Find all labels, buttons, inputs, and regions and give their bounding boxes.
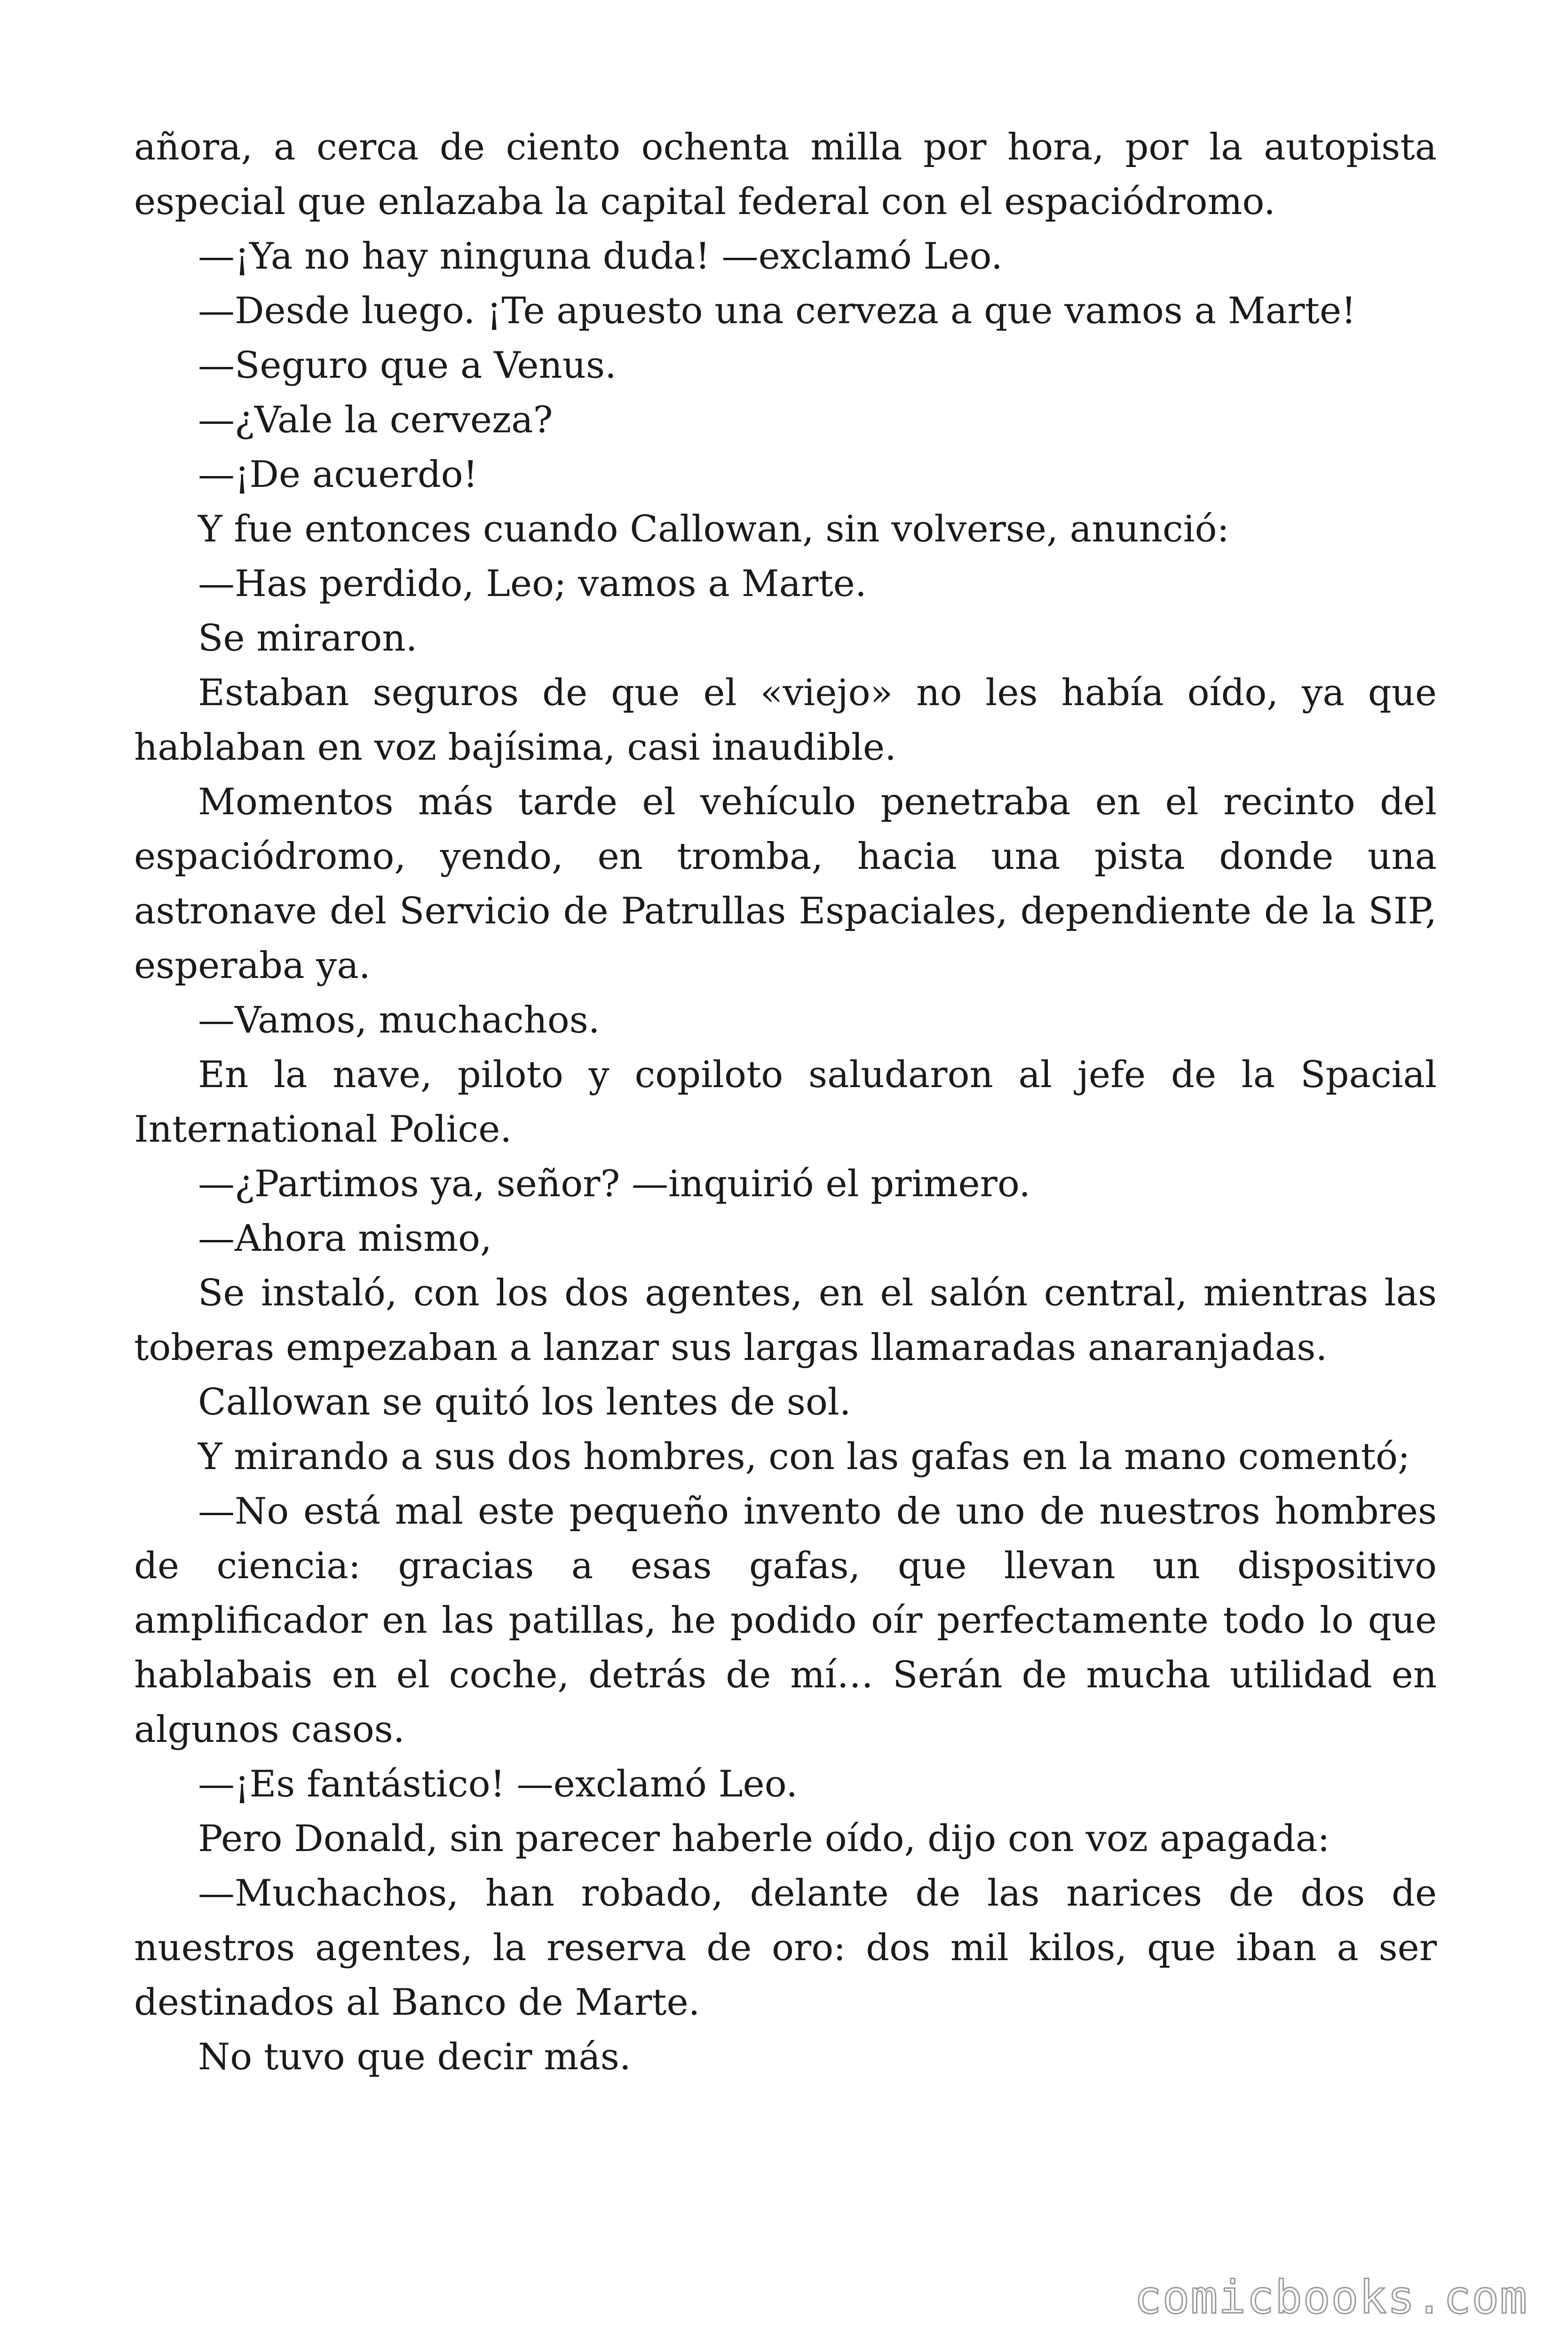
paragraph: —Vamos, muchachos. bbox=[198, 999, 600, 1041]
paragraph: En la nave, piloto y copiloto saludaron al jefe de la Spacial International Police. bbox=[134, 1054, 1437, 1151]
paragraph: —¿Vale la cerveza? bbox=[198, 399, 553, 441]
paragraph: —Muchachos, han robado, delante de las narices de dos de nuestros agentes, la reserva de oro: dos mil kilos, que iban a ser destinados al Banco de Marte. bbox=[134, 1872, 1437, 2024]
paragraph: —Has perdido, Leo; vamos a Marte. bbox=[198, 563, 867, 605]
paragraph: Y fue entonces cuando Callowan, sin volverse, anunció: bbox=[198, 508, 1229, 550]
paragraph: —Desde luego. ¡Te apuesto una cerveza a que vamos a Marte! bbox=[198, 290, 1356, 332]
paragraph: —¿Partimos ya, señor? —inquirió el primero. bbox=[198, 1163, 1031, 1205]
book-page-text bbox=[134, 120, 1437, 2084]
paragraph: —Seguro que a Venus. bbox=[198, 344, 617, 387]
paragraph: —¡De acuerdo! bbox=[198, 453, 478, 496]
paragraph: —¡Ya no hay ninguna duda! —exclamó Leo. bbox=[198, 235, 1003, 278]
paragraph: —¡Es fantástico! —exclamó Leo. bbox=[198, 1763, 798, 1805]
paragraph: Estaban seguros de que el «viejo» no les había oído, ya que hablaban en voz bajísima, casi inaudible. bbox=[134, 672, 1437, 769]
paragraph: —No está mal este pequeño invento de uno de nuestros hombres de ciencia: gracias a esas gafas, que llevan un dispositivo amplificador en las patillas, he podido oír perfectamente todo lo que hablabais en el coche, detrás de mí… Serán de mucha utilidad en algunos casos. bbox=[134, 1490, 1437, 1751]
paragraph: No tuvo que decir más. bbox=[198, 2036, 631, 2078]
watermark: comicbooks.com bbox=[1134, 2271, 1528, 2324]
paragraph: Momentos más tarde el vehículo penetraba en el recinto del espaciódromo, yendo, en tromba, hacia una pista donde una astronave del Servicio de Patrullas Espaciales, dependiente de la SIP, esperaba ya. bbox=[134, 781, 1437, 987]
paragraph: Y mirando a sus dos hombres, con las gafas en la mano comentó; bbox=[198, 1436, 1410, 1478]
paragraph: Callowan se quitó los lentes de sol. bbox=[198, 1381, 851, 1423]
paragraph: Se miraron. bbox=[198, 617, 418, 660]
paragraph: —Ahora mismo, bbox=[198, 1217, 492, 1260]
paragraph: Pero Donald, sin parecer haberle oído, dijo con voz apagada: bbox=[198, 1818, 1330, 1860]
paragraph: Se instaló, con los dos agentes, en el salón central, mientras las toberas empezaban a lanzar sus largas llamaradas anaranjadas. bbox=[134, 1272, 1437, 1369]
paragraph: añora, a cerca de ciento ochenta milla por hora, por la autopista especial que enlazaba la capital federal con el espaciódromo. bbox=[134, 126, 1437, 223]
